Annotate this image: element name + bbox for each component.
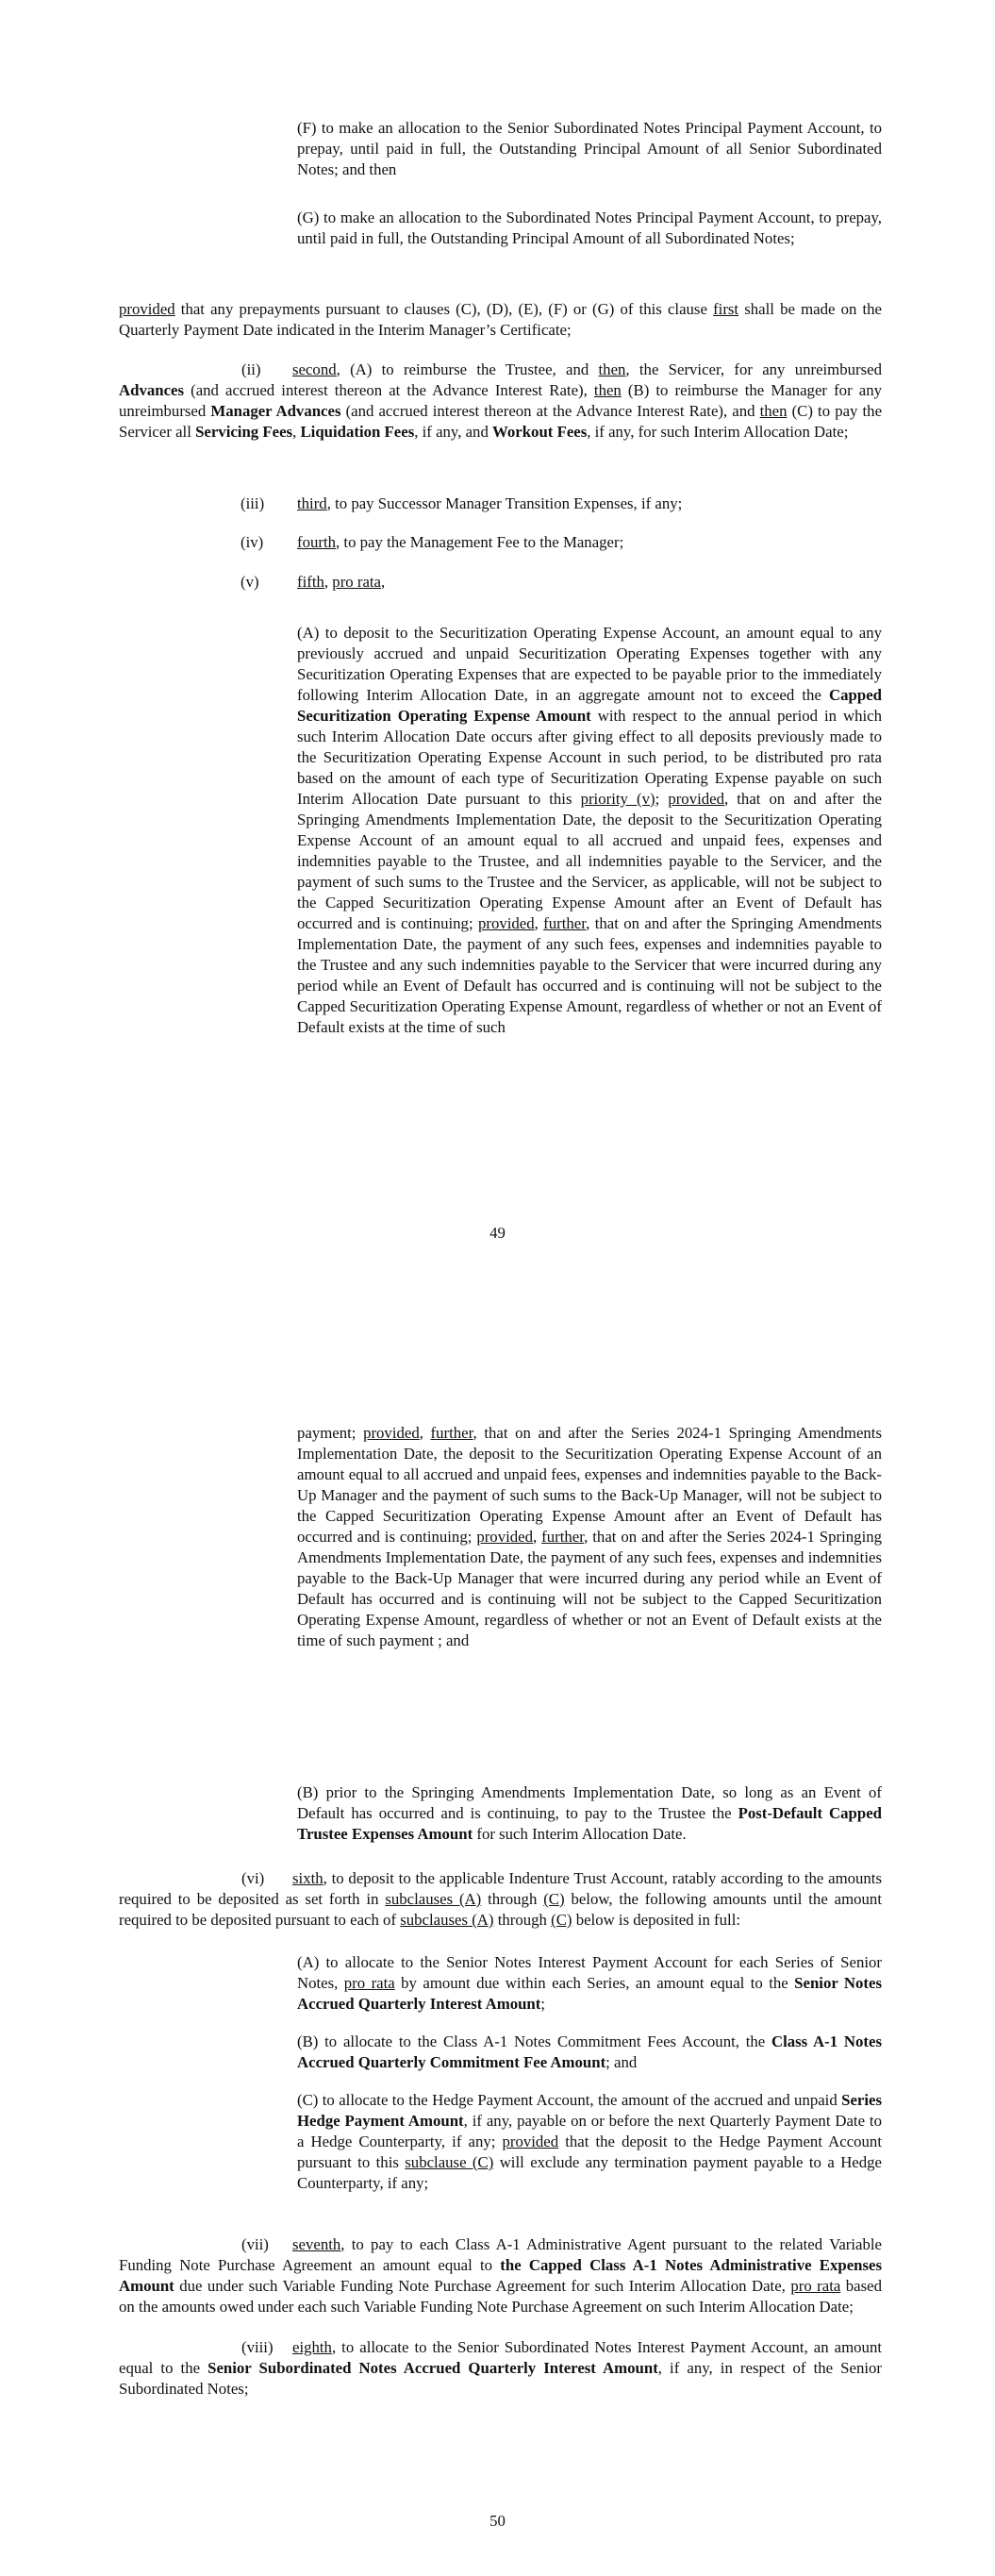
item-viii: (viii) eighth, to allocate to the Senior Subordinated Notes Interest Payment Account, an amount equal to the Senior Subordinated Notes Accrued Quarterly Interest Amount, if any, in respect of the Senior Subordinated Notes; xyxy=(119,2338,882,2398)
clause-a: (A) to deposit to the Securitization Operating Expense Account, an amount equal to any previously accrued and unpaid Securitization Operating Expenses together with any Securitization Operating Expenses that are expected to be payable prior to the immediately following Interim Allocation Date, in an aggregate amount not to exceed the Capped Securitization Operating Expense Amount with respect to the annual period in which such Interim Allocation Date occurs after giving effect to all deposits previously made to the Securitization Operating Expense Account in such period, to be distributed pro rata based on the amount of each type of Securitization Operating Expense payable on such Interim Allocation Date pursuant to this priority (v); provided, that on and after the Springing Amendments Implementation Date, the deposit to the Securitization Operating Expense Account of an amount equal to all accrued and unpaid fees, expenses and indemnities payable to the Trustee, and all indemnities payable to the Servicer, and the payment of such sums to the Trustee and the Servicer, as applicable, will not be subject to the Capped Securitization Operating Expense Amount after an Event of Default has occurred and is continuing; provided, further, that on and after the Springing Amendments Implementation Date, the payment of any such fees, expenses and indemnities payable to the Trustee and any such indemnities payable to the Servicer that were incurred during any period while an Event of Default has occurred and is continuing will not be subject to the Capped Securitization Operating Expense Amount, regardless of whether or not an Event of Default exists at the time of such xyxy=(297,624,883,1036)
page-number: 49 xyxy=(489,1224,506,1242)
subclause-a: (A) to allocate to the Senior Notes Interest Payment Account for each Series of Senior Notes, pro rata by amount due within each Series, an amount equal to the Senior Notes Accrued Quarterly Interest Amount; xyxy=(297,1953,882,2013)
clause-f: (F) to make an allocation to the Senior Subordinated Notes Principal Payment Account, to prepay, until paid in full, the Outstanding Principal Amount of all Senior Subordinated Notes; and then xyxy=(297,119,882,178)
page-number: 50 xyxy=(489,2512,506,2530)
page-49: (F) to make an allocation to the Senior Subordinated Notes Principal Payment Account, to prepay, until paid in full, the Outstanding Principal Amount of all Senior Subordinated Notes; and then (G) to make an allocation to the Subordinated Notes Principal Payment Account, to prepay, until paid in full, the Outstanding Principal Amount of all Subordinated Notes; provided that any prepayments pursuant to clauses (C), (D), (E), (F) or (G) of this clause first shall be made on the Quarterly Payment Date indicated in the Interim Manager’s Certificate; (ii) second, (A) to reimburse the Trustee, and then, the Servicer, for any unreimbursed Advances (and accrued interest thereon at the Advance Interest Rate), then (B) to reimburse the Manager for any unreimbursed Manager Advances (and accrued interest thereon at the Advance Interest Rate), and then (C) to pay the Servicer all Servicing Fees, Liquidation Fees, if any, and Workout Fees, if any, for such Interim Allocation Date; (iii) third, to pay Successor Manager Transition Expenses, if any; (iv) fourth, to pay the Management Fee to the Manager; (v) fifth, pro rata, (A) to deposit to the Securitization Operating Expense Account, an amount equal to any previously accrued and unpaid Securitization Operating Expenses together with any Securitization Operating Expenses that are expected to be payable prior to the immediately following Interim Allocation Date, in an aggregate amount not to exceed the Capped Securitization Operating Expense Amount with respect to the annual period in which such Interim Allocation Date occurs after giving effect to all deposits previously made to the Securitization Operating Expense Account in such period, to be distributed pro rata based on the amount of each type of Securitization Operating Expense payable on such Interim Allocation Date pursuant to this priority (v); provided, that on and after the Springing Amendments Implementation Date, the deposit to the Securitization Operating Expense Account of an amount equal to all accrued and unpaid fees, expenses and indemnities payable to the Trustee, and all indemnities payable to the Servicer, and the payment of such sums to the Trustee and the Servicer, as applicable, will not be subject to the Capped Securitization Operating Expense Amount after an Event of Default has occurred and is continuing; provided, further, that on and after the Springing Amendments Implementation Date, the payment of any such fees, expenses and indemnities payable to the Trustee and any such indemnities payable to the Servicer that were incurred during any period while an Event of Default has occurred and is continuing will not be subject to the Capped Securitization Operating Expense Amount, regardless of whether or not an Event of Default exists at the time of such 49 xyxy=(0,0,995,1288)
subclause-b: (B) to allocate to the Class A-1 Notes Commitment Fees Account, the Class A-1 Notes Accrued Quarterly Commitment Fee Amount; and xyxy=(297,2032,882,2071)
continuation-paragraph: payment; provided, further, that on and after the Series 2024-1 Springing Amendments Implementation Date, the deposit to the Securitization Operating Expense Account of an amount equal to all accrued and unpaid fees, expenses and indemnities payable to the Back-Up Manager and the payment of such sums to the Back-Up Manager, will not be subject to the Capped Securitization Operating Expense Amount after an Event of Default has occurred and is continuing; provided, further, that on and after the Series 2024-1 Springing Amendments Implementation Date, the payment of any such fees, expenses and indemnities payable to the Back-Up Manager that were incurred during any period while an Event of Default has occurred and is continuing will not be subject to the Capped Securitization Operating Expense Amount, regardless of whether or not an Event of Default exists at the time of such payment ; and xyxy=(297,1424,883,1649)
clause-g: (G) to make an allocation to the Subordinated Notes Principal Payment Account, to prepay, until paid in full, the Outstanding Principal Amount of all Subordinated Notes; xyxy=(297,209,882,247)
item-ii: (ii) second, (A) to reimburse the Trustee, and then, the Servicer, for any unreimbursed Advances (and accrued interest thereon at the Advance Interest Rate), then (B) to reimburse the Manager for any unreimbursed Manager Advances (and accrued interest thereon at the Advance Interest Rate), and then (C) to pay the Servicer all Servicing Fees, Liquidation Fees, if any, and Workout Fees, if any, for such Interim Allocation Date; xyxy=(119,360,883,441)
item-vii: (vii) seventh, to pay to each Class A-1 Administrative Agent pursuant to the related Variable Funding Note Purchase Agreement an amount equal to the Capped Class A-1 Notes Administrative Expenses Amount due under such Variable Funding Note Purchase Agreement for such Interim Allocation Date, pro rata based on the amounts owed under each such Variable Funding Note Purchase Agreement on such Interim Allocation Date; xyxy=(119,2235,883,2316)
clause-b: (B) prior to the Springing Amendments Implementation Date, so long as an Event of Default has occurred and is continuing, to pay to the Trustee the Post-Default Capped Trustee Expenses Amount for such Interim Allocation Date. xyxy=(297,1783,882,1843)
subclause-c: (C) to allocate to the Hedge Payment Account, the amount of the accrued and unpaid Series Hedge Payment Amount, if any, payable on or before the next Quarterly Payment Date to a Hedge Counterparty, if any; provided that the deposit to the Hedge Payment Account pursuant to this subclause (C) will exclude any termination payment payable to a Hedge Counterparty, if any; xyxy=(297,2091,882,2192)
page-50 xyxy=(0,1288,995,2576)
item-vi: (vi) sixth, to deposit to the applicable Indenture Trust Account, ratably according to the amounts required to be deposited as set forth in subclauses (A) through (C) below, the following amounts until the amount required to be deposited pursuant to each of subclauses (A) through (C) below is deposited in full: xyxy=(119,1869,882,1929)
proviso-paragraph: provided that any prepayments pursuant to clauses (C), (D), (E), (F) or (G) of this clause first shall be made on the Quarterly Payment Date indicated in the Interim Manager’s Certificate; xyxy=(119,300,882,339)
